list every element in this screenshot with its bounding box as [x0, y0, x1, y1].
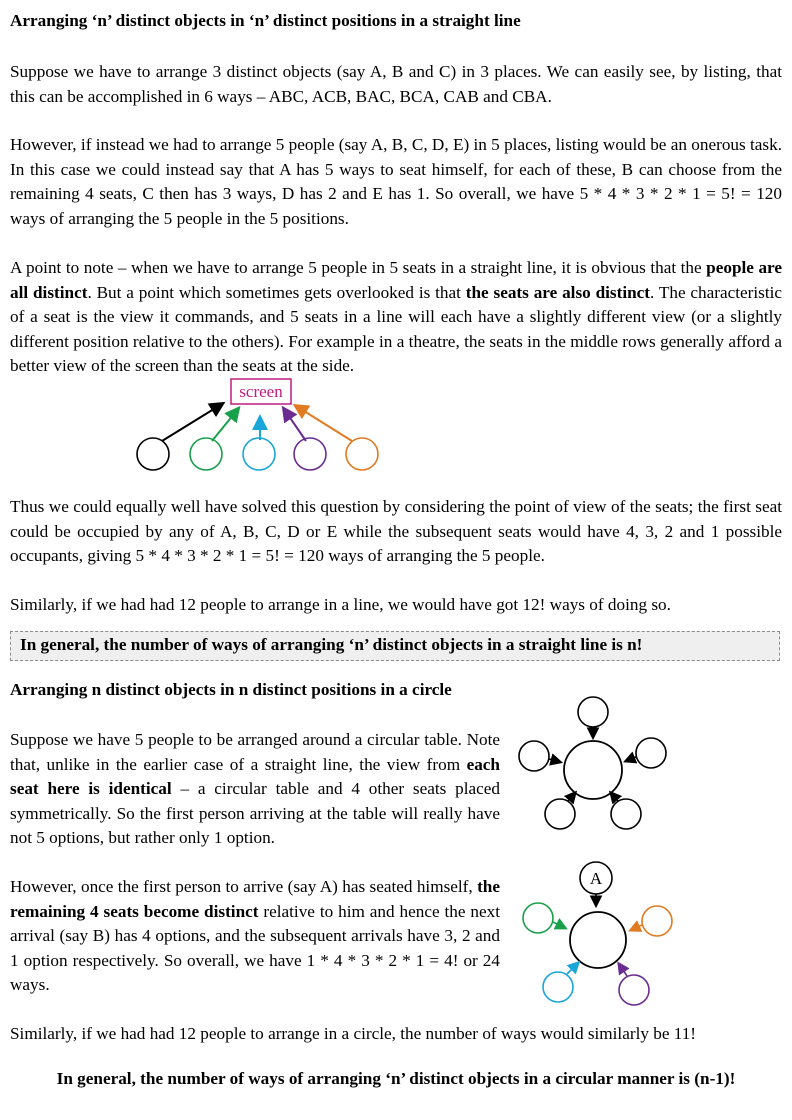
arrow-seat-2 — [212, 409, 238, 441]
arrow-green — [553, 922, 565, 928]
seat-bottom-right-circle — [611, 799, 641, 829]
paragraph-circular-identical: Suppose we have 5 people to be arranged around a circular table. Note that, unlike in the earlier case of a straight line, the view from each seat here is identical – a circular table and 4 other seats placed symmetrically. So the first person arriving at the table will really have not 5 options, but rather only 1 option. — [10, 730, 500, 847]
table-circle-2 — [570, 912, 626, 968]
paragraph-five-people: However, if instead we had to arrange 5 people (say A, B, C, D, E) in 5 places, listing would be an onerous task. In this case we could instead say that A has 5 ways to seat himself, for each of these, B can choose from the remaining 4 seats, C then has 3 ways, D has 2 and E has 1. So overall, we have 5 * 4 * 3 * 2 * 1 = 5! = 120 ways of arranging the 5 people in the 5 positions. — [10, 135, 782, 228]
circular-table-identical-diagram — [508, 690, 688, 835]
seat-top-circle — [578, 697, 608, 727]
seat-a — [580, 862, 612, 894]
screen-label: screen — [239, 382, 283, 401]
section-heading-line: Arranging ‘n’ distinct objects in ‘n’ distinct positions in a straight line — [10, 11, 521, 30]
arrow-seat-4 — [284, 409, 306, 441]
arrow-cyan — [567, 963, 578, 974]
table-circle — [564, 741, 622, 799]
seat-bottom-left-circle — [545, 799, 575, 829]
paragraph-three-objects: Suppose we have to arrange 3 distinct objects (say A, B and C) in 3 places. We can easily see, by listing, that this can be accomplished in 6 ways – ABC, ACB, BAC, BCA, CAB and CBA. — [10, 62, 782, 106]
summary-circle-text: In general, the number of ways of arranging ‘n’ distinct objects in a circular manner is (n-1)! — [56, 1069, 736, 1088]
seat-cyan-circle — [543, 972, 573, 1002]
seat-left-circle — [519, 741, 549, 771]
arrow-bottom-right — [611, 793, 618, 801]
theatre-seats-diagram — [0, 372, 792, 477]
arrow-seat-5 — [296, 406, 352, 441]
seat-1-circle — [137, 438, 169, 470]
arrow-orange — [631, 925, 642, 930]
arrow-left — [549, 759, 560, 762]
seat-right-circle — [636, 738, 666, 768]
summary-line-text: In general, the number of ways of arranging ‘n’ distinct objects in a straight line is n! — [20, 635, 643, 654]
seat-purple-circle — [619, 975, 649, 1005]
paragraph-seats-distinct: A point to note – when we have to arrange 5 people in 5 seats in a straight line, it is obvious that the people are all distinct. But a point which sometimes gets overlooked is that the seats are also distinct. The characteristic of a seat is the view it commands, and 5 seats in a line will each have a slightly different view (or a slightly different position relative to the others). For example in a theatre, the seats in the middle rows generally afford a better view of the screen than the seats at the side. — [10, 258, 783, 375]
section-heading-circle: Arranging n distinct objects in n distinct positions in a circle — [10, 680, 452, 699]
screen-box — [231, 379, 291, 404]
seat-green-circle — [523, 903, 553, 933]
arrow-seat-1 — [162, 404, 222, 441]
seat-2-circle — [190, 438, 222, 470]
paragraph-twelve-line: Similarly, if we had had 12 people to arrange in a line, we would have got 12! ways of doing so. — [10, 595, 671, 614]
seat-3-circle — [243, 438, 275, 470]
seat-orange-circle — [642, 906, 672, 936]
paragraph-remaining-distinct: However, once the first person to arrive (say A) has seated himself, the remaining 4 seats become distinct relative to him and hence the next arrival (say B) has 4 options, and the subsequent arrivals have 3, 2 and 1 option respectively. So overall, we have 1 * 4 * 3 * 2 * 1 = 4! or 24 ways. — [10, 877, 500, 994]
paragraph-seat-view: Thus we could equally well have solved this question by considering the point of view of the seats; the first seat could be occupied by any of A, B, C, D or E while the subsequent seats would have 4, 3, 2 and 1 possible occupants, giving 5 * 4 * 3 * 2 * 1 = 5! = 120 ways of arranging the 5 people. — [10, 497, 782, 565]
summary-box-line — [10, 631, 780, 661]
arrow-bottom-left — [568, 793, 575, 801]
circular-table-distinct-diagram — [508, 858, 688, 1010]
seat-5-circle — [346, 438, 378, 470]
paragraph-twelve-circle: Similarly, if we had had 12 people to arrange in a circle, the number of ways would similarly be 11! — [10, 1024, 697, 1043]
seat-4-circle — [294, 438, 326, 470]
arrow-right — [626, 757, 636, 761]
arrow-purple — [619, 964, 627, 976]
seat-a-label: A — [589, 869, 603, 888]
